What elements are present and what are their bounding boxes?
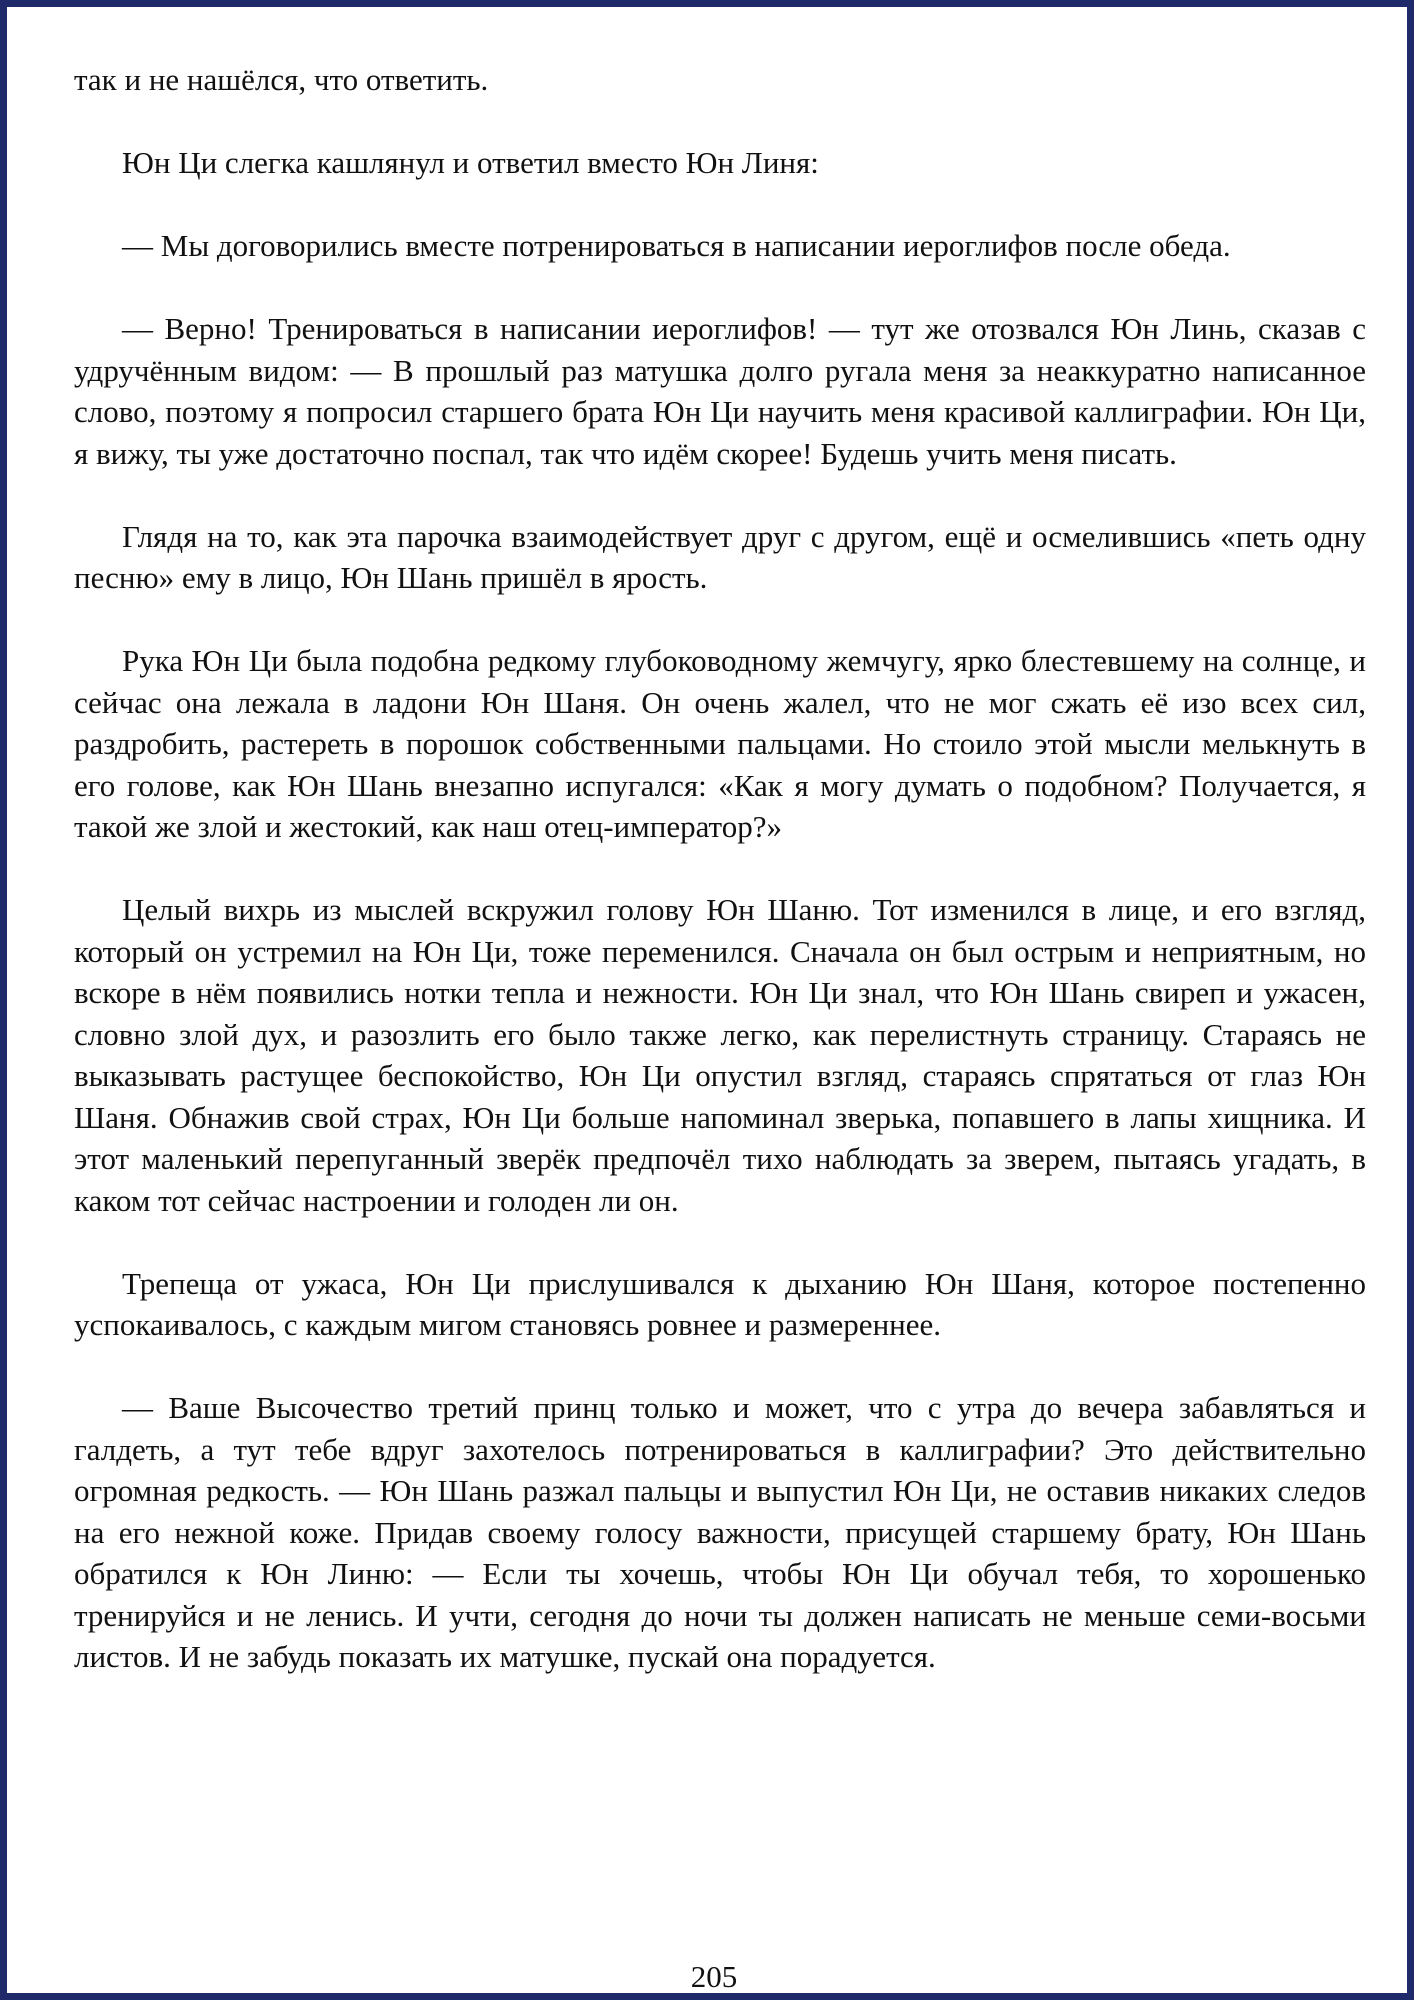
paragraph: Целый вихрь из мыслей вскружил голову Юн Шаню. Тот изменился в лице, и его взгляд, который он устремил на Юн Ци, тоже переменился. Сначала он был острым и неприятным, но вскоре в нём появились нотки тепла и нежности. Юн Ци знал, что Юн Шань свиреп и ужасен, словно злой дух, и разозлить его было также легко, как перелистнуть страницу. Стараясь не выказывать растущее беспокойство, Юн Ци опустил взгляд, стараясь спрятаться от глаз Юн Шаня. Обнажив свой страх, Юн Ци больше напоминал зверька, попавшего в лапы хищника. И этот маленький перепуганный зверёк предпочёл тихо наблюдать за зверем, пытаясь угадать, в каком тот сейчас настроении и голоден ли он. xyxy=(74,892,1366,1218)
page-number: 205 xyxy=(690,1959,738,1994)
paragraph: — Ваше Высочество третий принц только и может, что с утра до вечера забавляться и галдеть, а тут тебе вдруг захотелось потренироваться в каллиграфии? Это действительно огромная редкость. — Юн Шань разжал пальцы и выпустил Юн Ци, не оставив никаких следов на его нежной коже. Придав своему голосу важности, присущей старшему брату, Юн Шань обратился к Юн Линю: — Если ты хочешь, чтобы Юн Ци обучал тебя, то хорошенько тренируйся и не ленись. И учти, сегодня до ночи ты должен написать не меньше семи-восьми листов. И не забудь показать их матушке, пускай она порадуется. xyxy=(74,1390,1366,1674)
paragraph: — Мы договорились вместе потренироваться в написании иероглифов после обеда. xyxy=(122,228,1231,263)
paragraph: Глядя на то, как эта парочка взаимодействует друг с другом, ещё и осмелившись «петь одну песню» ему в лицо, Юн Шань пришёл в ярость. xyxy=(74,518,1366,595)
paragraph: — Верно! Тренироваться в написании иероглифов! — тут же отозвался Юн Линь, сказав с удручённым видом: — В прошлый раз матушка долго ругала меня за неаккуратно написанное слово, поэтому я попросил старшего брата Юн Ци научить меня красивой каллиграфии. Юн Ци, я вижу, ты уже достаточно поспал, так что идём скорее! Будешь учить меня писать. xyxy=(74,311,1366,471)
paragraph: Рука Юн Ци была подобна редкому глубоководному жемчугу, ярко блестевшему на солнце, и сейчас она лежала в ладони Юн Шаня. Он очень жалел, что не мог сжать её изо всех сил, раздробить, растереть в порошок собственными пальцами. Но стоило этой мысли мелькнуть в его голове, как Юн Шань внезапно испугался: «Как я могу думать о подобном? Получается, я такой же злой и жестокий, как наш отец-император?» xyxy=(74,643,1366,844)
paragraph: Юн Ци слегка кашлянул и ответил вместо Юн Линя: xyxy=(122,145,819,180)
paragraph: Трепеща от ужаса, Юн Ци прислушивался к дыханию Юн Шаня, которое постепенно успокаивалось, с каждым мигом становясь ровнее и размереннее. xyxy=(74,1265,1366,1342)
page-body xyxy=(74,59,1366,1719)
paragraph: так и не нашёлся, что ответить. xyxy=(74,62,489,97)
